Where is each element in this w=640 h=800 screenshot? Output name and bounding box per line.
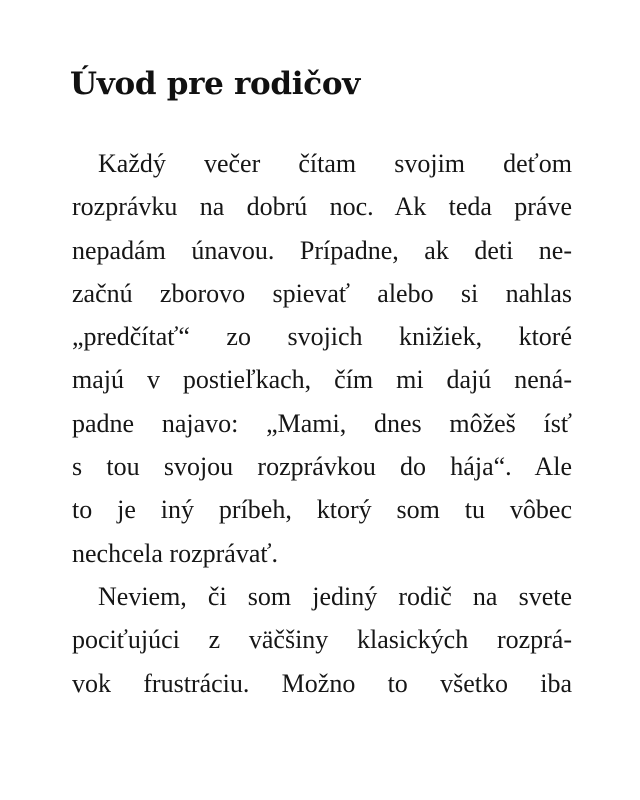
text-line: to je iný príbeh, ktorý som tu vôbec [72, 495, 572, 525]
text-line: s tou svojou rozprávkou do hája“. Ale [72, 452, 572, 482]
chapter-title: Úvod pre rodičov [70, 66, 360, 102]
text-line: „predčítať“ zo svojich knižiek, ktoré [72, 322, 572, 352]
text-line: začnú zborovo spievať alebo si nahlas [72, 278, 572, 308]
text-line: Každý večer čítam svojim deťom [98, 149, 572, 178]
paragraph-2 [72, 575, 572, 705]
text-line: vok frustráciu. Možno to všetko iba [72, 668, 572, 698]
text-line: pociťujúci z väčšiny klasických rozprá- [72, 625, 572, 655]
chapter-body [72, 142, 572, 705]
text-line: nechcela rozprávať. [72, 538, 278, 568]
text-line: rozprávku na dobrú noc. Ak teda práve [72, 192, 572, 222]
text-line: majú v postieľkach, čím mi dajú nená- [72, 365, 572, 395]
paragraph-1 [72, 142, 572, 575]
text-line: padne najavo: „Mami, dnes môžeš ísť [72, 408, 572, 438]
text-line: nepadám únavou. Prípadne, ak deti ne- [72, 235, 572, 265]
text-line: Neviem, či som jediný rodič na svete [98, 581, 572, 611]
